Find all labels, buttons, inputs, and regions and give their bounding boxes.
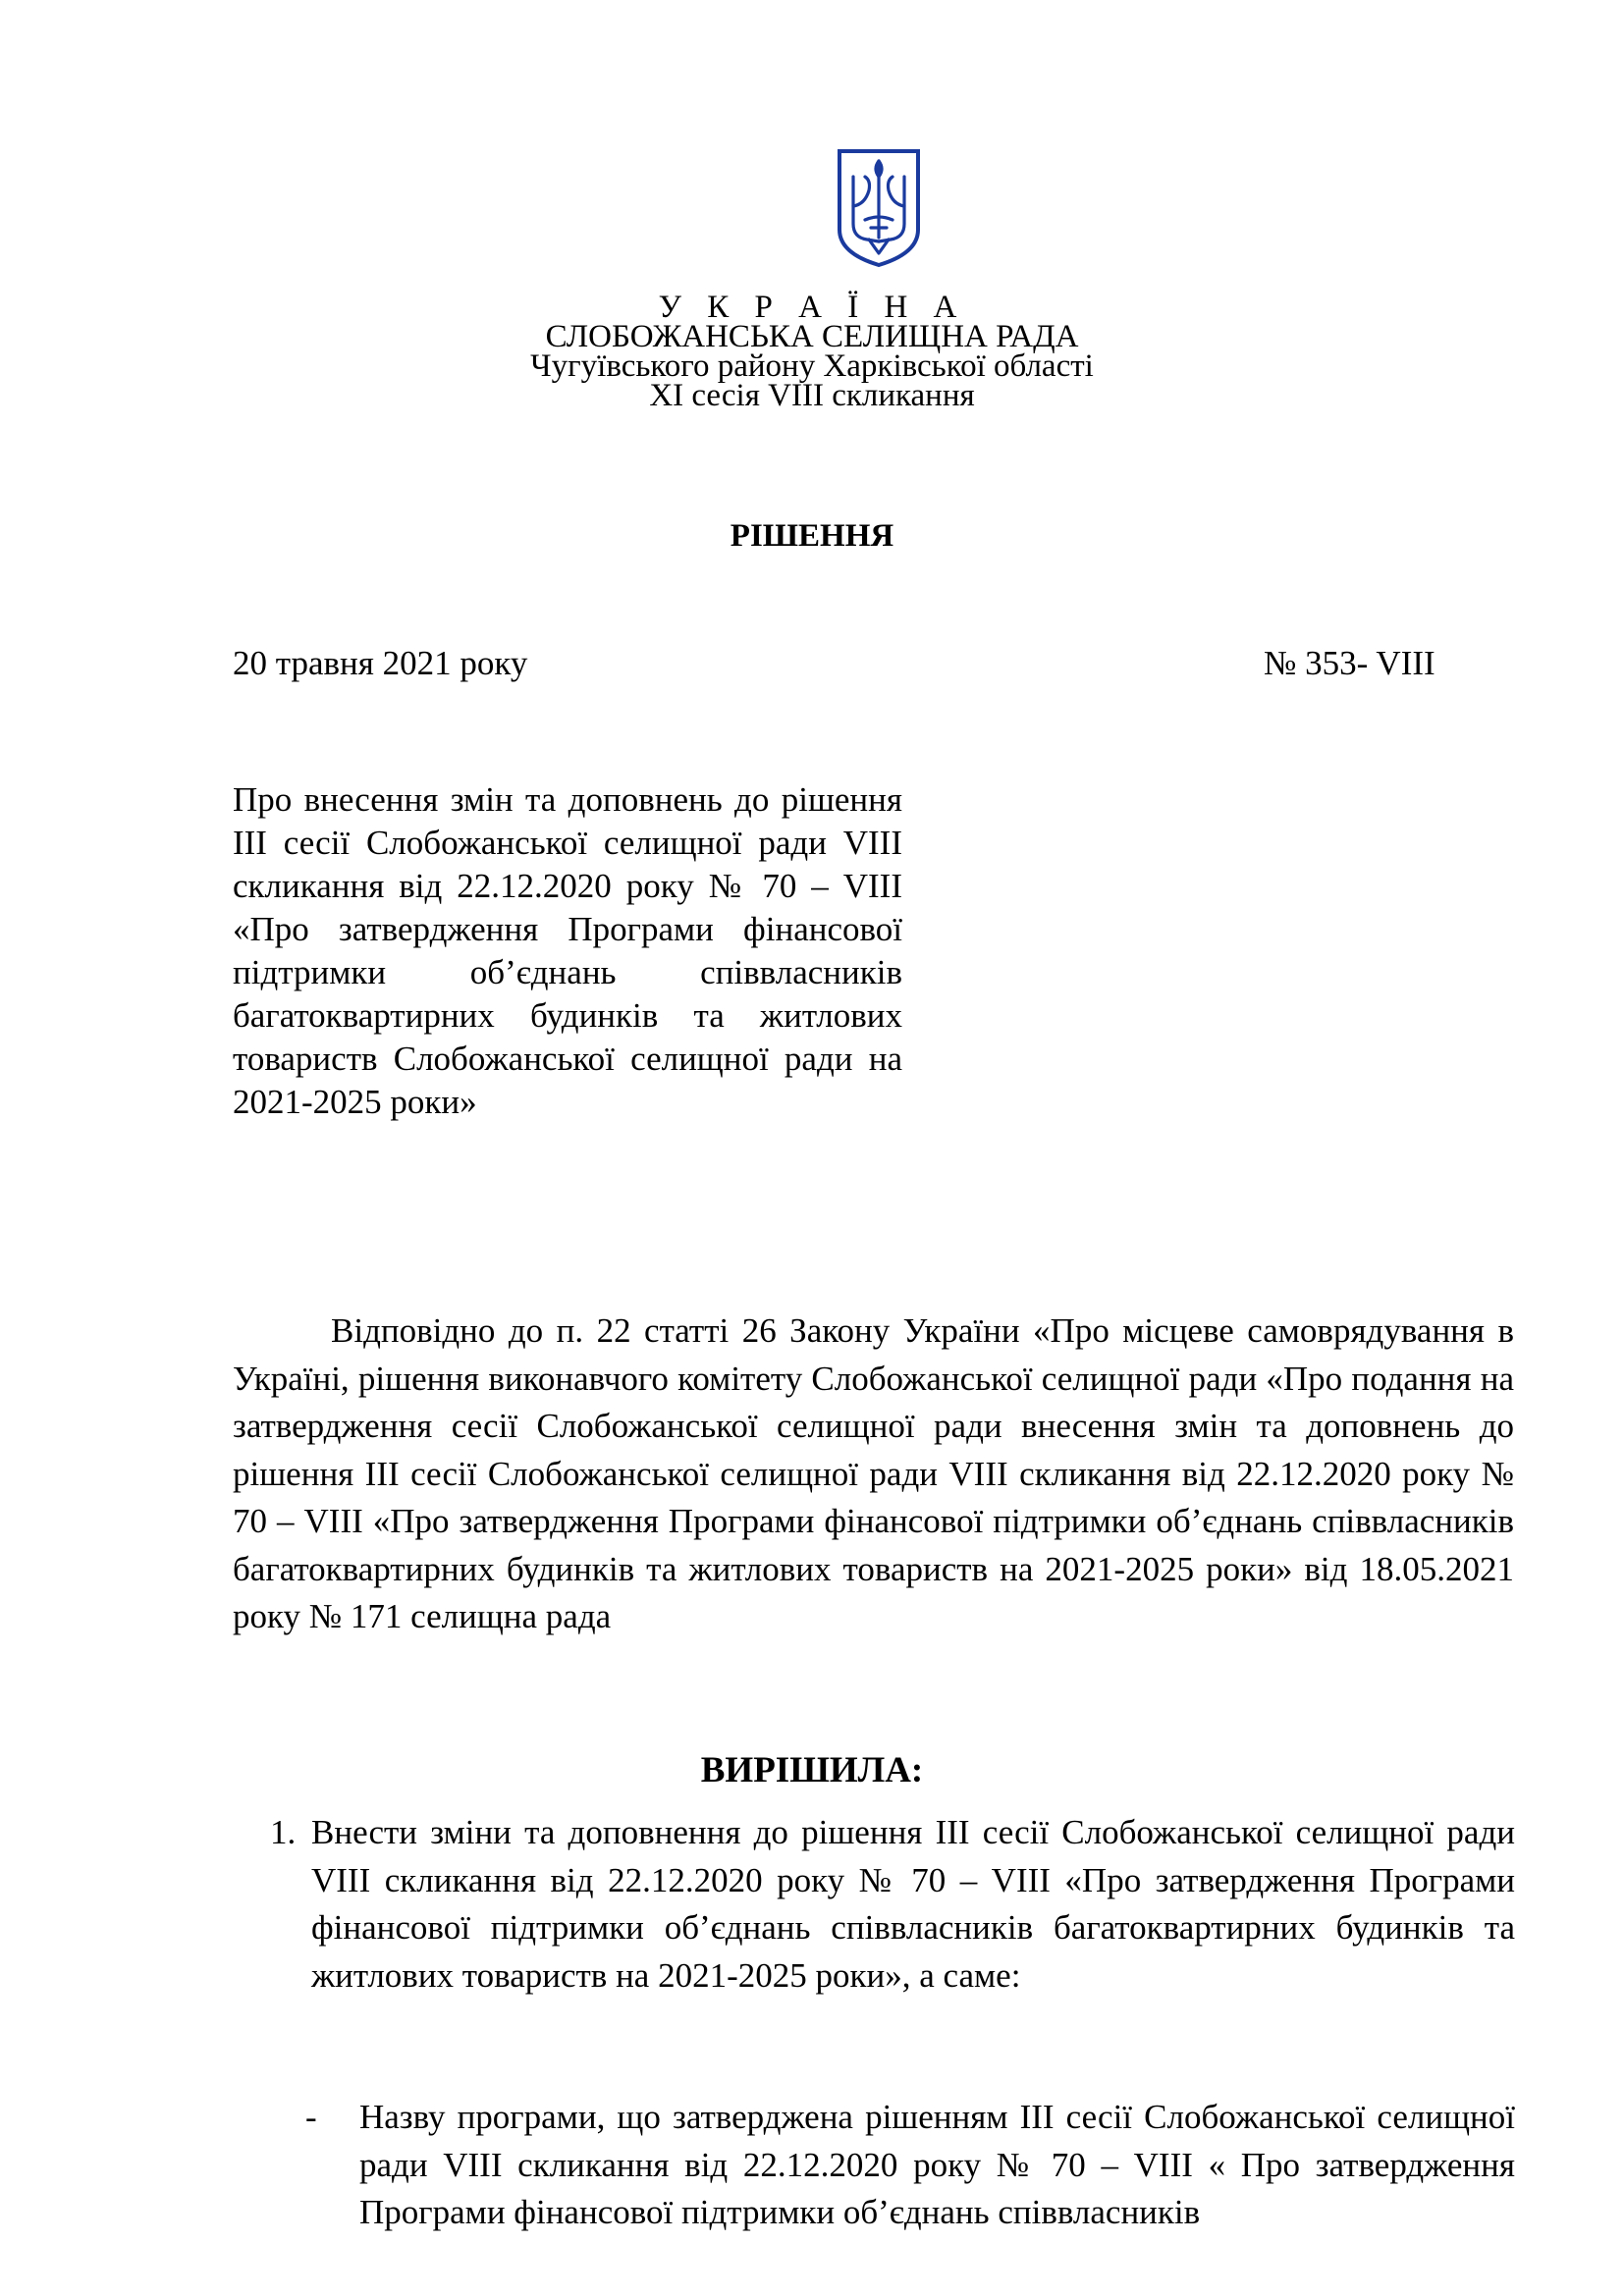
document-header (0, 290, 1624, 413)
decision-date: 20 травня 2021 року (233, 644, 528, 682)
preamble-paragraph: Відповідно до п. 22 статті 26 Закону України «Про місцеве самоврядування в Україні, рішення виконавчого комітету Слобожанської селищної ради «Про подання на затвердження сесії Слобожанської селищної ради внесення змін та доповнень до рішення ІІІ сесії Слобожанської селищної ради VIII скликання від 22.12.2020 року № 70 – VIII «Про затвердження Програми фінансової підтримки об’єднань співвласників багатоквартирних будинків та житлових товариств на 2021-2025 роки» від 18.05.2021 року № 171 селищна рада (233, 1311, 1514, 1635)
ukraine-coat-of-arms-icon (836, 147, 922, 269)
sub-list-item-text: Назву програми, що затверджена рішенням ІІІ сесії Слобожанської селищної ради VIII скликання від 22.12.2020 року № 70 – VIII « Про затвердження Програми фінансової підтримки об’єднань співвласників (359, 2098, 1515, 2231)
session-name: ХІ сесія VІІІ скликання (649, 378, 975, 413)
document-title: РІШЕННЯ (730, 518, 894, 554)
decision-number: № 353- VIII (1264, 644, 1435, 682)
council-name: СЛОБОЖАНСЬКА СЕЛИЩНА РАДА (545, 319, 1079, 354)
sub-list-item (305, 2094, 1515, 2237)
sub-list-item-dash: - (305, 2098, 317, 2136)
decided-heading: ВИРІШИЛА: (700, 1750, 924, 1790)
decision-subject: Про внесення змін та доповнень до рішення ІІІ сесії Слобожанської селищної ради VIII скликання від 22.12.2020 року № 70 – VIII «Про затвердження Програми фінансової підтримки об’єднань співвласників багатоквартирних будинків та житлових товариств Слобожанської селищної ради на 2021-2025 роки» (233, 780, 902, 1121)
list-item (270, 1809, 1515, 2000)
country-name: У К Р А Ї Н А (658, 290, 966, 325)
list-item-number: 1. (270, 1813, 297, 1851)
region-name: Чугуївського району Харківської області (530, 348, 1094, 384)
list-item-text: Внести зміни та доповнення до рішення ІІІ сесії Слобожанської селищної ради VIII скликання від 22.12.2020 року № 70 – VIII «Про затвердження Програми фінансової підтримки об’єднань співвласників багатоквартирних будинків та житлових товариств на 2021-2025 роки», а саме: (311, 1813, 1515, 1995)
